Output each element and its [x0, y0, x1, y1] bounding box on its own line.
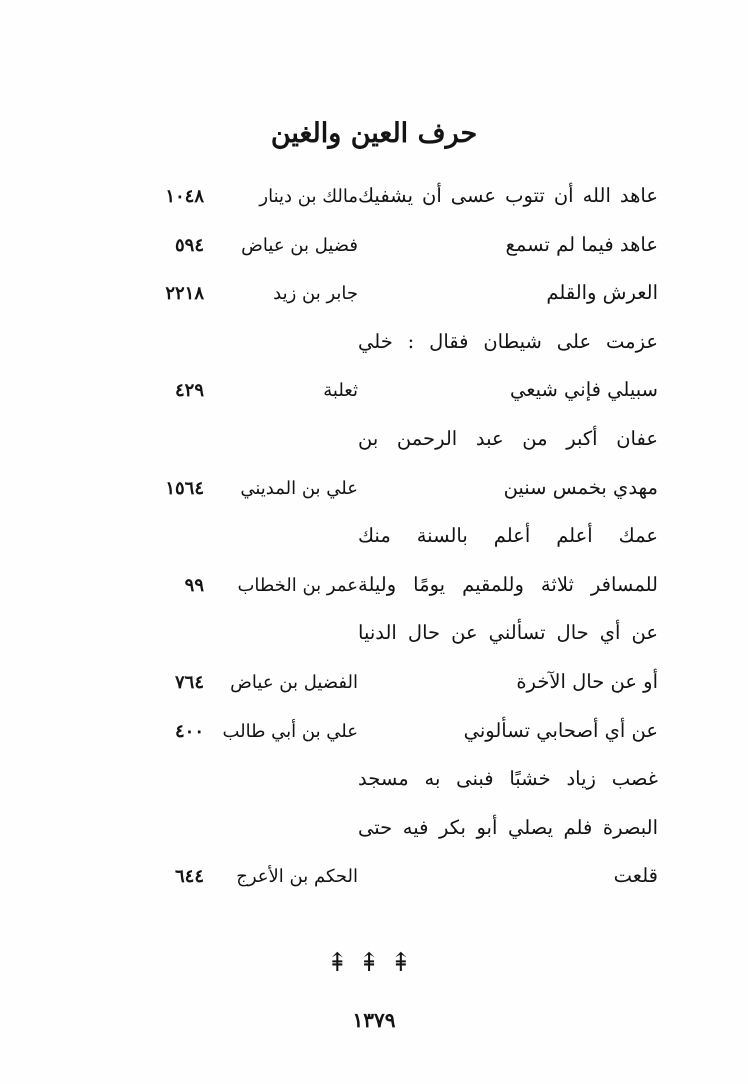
entry-author: علي بن أبي طالب	[222, 720, 358, 742]
list-item	[0, 421, 748, 470]
entry-number: ٩٩	[184, 574, 204, 596]
list-item	[0, 470, 748, 519]
entry-number: ١٠٤٨	[165, 186, 204, 207]
entry-number: ٤٠٠	[174, 720, 204, 742]
entry-author: جابر بن زيد	[273, 283, 358, 305]
page-heading: حرف العين والغين	[270, 118, 478, 149]
entry-number: ٦٤٤	[174, 866, 204, 888]
entry-title: عزمت على شيطان فقال : خلي	[358, 329, 658, 353]
entry-title: قلعت	[613, 864, 658, 888]
entry-title: عن أي حال تسألني عن حال الدنيا	[358, 621, 658, 645]
list-item	[0, 761, 748, 810]
entry-number: ٥٩٤	[174, 234, 204, 256]
entry-author: الحكم بن الأعرج	[236, 866, 358, 888]
list-item	[0, 372, 748, 421]
entry-author: مالك بن دينار	[259, 186, 358, 207]
list-item	[0, 178, 748, 227]
entry-title: غصب زياد خشبًا فبنى به مسجد	[358, 767, 658, 791]
entry-title: سبيلي فإني شيعي	[509, 378, 658, 402]
entry-number: ١٥٦٤	[165, 477, 204, 499]
list-item	[0, 518, 748, 567]
entry-title: عاهد فيما لم تسمع	[505, 232, 658, 256]
entry-title: البصرة فلم يصلي أبو بكر فيه حتى	[358, 815, 658, 839]
entry-number: ٧٦٤	[174, 671, 204, 693]
entry-author: الفضيل بن عياض	[230, 671, 358, 693]
entry-author: علي بن المديني	[240, 477, 358, 499]
entry-title: للمسافر ثلاثة وللمقيم يومًا وليلة	[358, 572, 658, 596]
page-number: ١٣٧٩	[352, 1008, 396, 1032]
list-item	[0, 858, 748, 907]
list-item	[0, 664, 748, 713]
entry-title: العرش والقلم	[546, 281, 658, 305]
list-item	[0, 275, 748, 324]
entry-number: ٤٢٩	[174, 380, 204, 402]
entry-title: عفان أكبر من عبد الرحمن بن	[358, 426, 658, 450]
list-item	[0, 324, 748, 373]
list-item	[0, 567, 748, 616]
entries-list	[0, 178, 748, 907]
entry-title: عمك أعلم أعلم بالسنة منك	[358, 524, 658, 548]
entry-title: عن أي أصحابي تسألوني	[463, 718, 658, 742]
list-item	[0, 810, 748, 859]
entry-title: أو عن حال الآخرة	[516, 669, 658, 693]
entry-author: ثعلبة	[323, 380, 358, 402]
entry-number: ٢٢١٨	[165, 283, 204, 305]
list-item	[0, 615, 748, 664]
entry-title: مهدي بخمس سنين	[503, 475, 658, 499]
list-item	[0, 713, 748, 762]
list-item	[0, 227, 748, 276]
entry-title: عاهد الله أن تتوب عسى أن يشفيك	[358, 184, 658, 207]
entry-author: فضيل بن عياض	[241, 234, 358, 256]
entry-author: عمر بن الخطاب	[237, 574, 358, 596]
ornament-divider: ⇞⇞⇞	[326, 948, 422, 978]
